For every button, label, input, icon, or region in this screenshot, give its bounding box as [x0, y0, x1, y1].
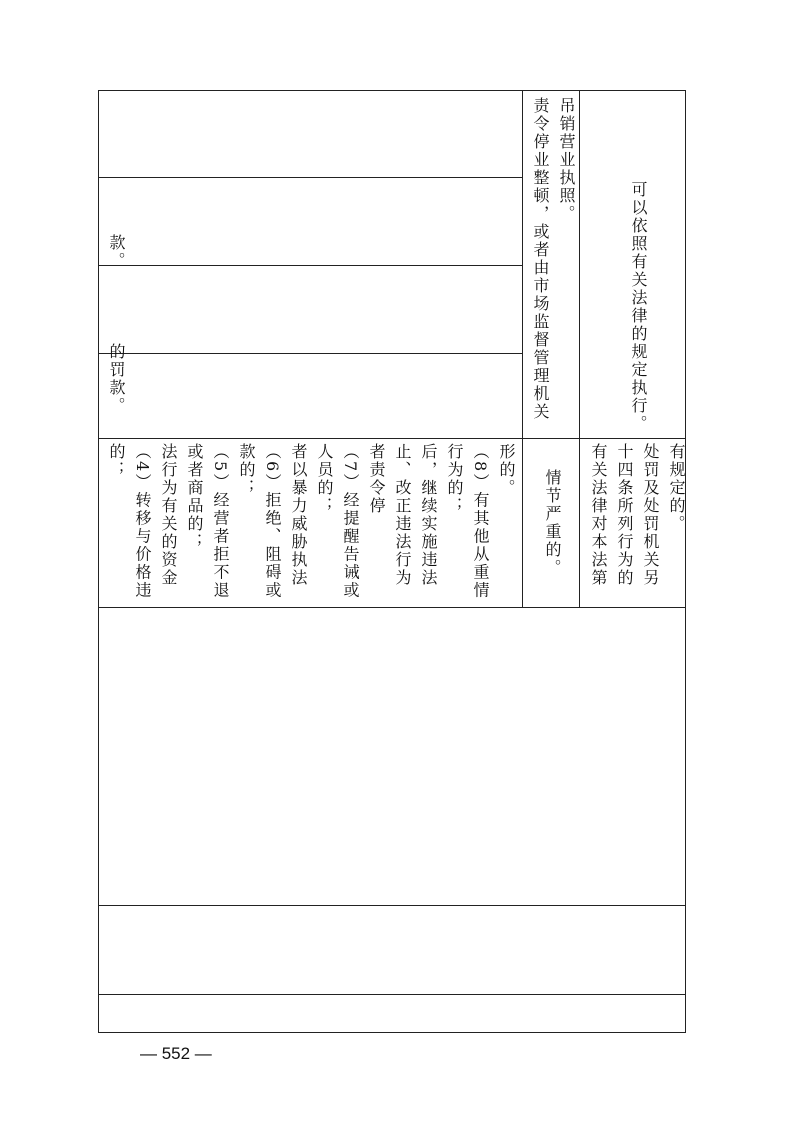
- cell-severe-penalty: 责令停业整顿，或者由市场监督管理机关: [531, 97, 550, 421]
- list-line: 的；: [107, 443, 126, 479]
- cell-severe-penalty-cont: 吊销营业执照。: [557, 97, 576, 223]
- grid-line: [579, 91, 580, 607]
- grid-line: [99, 905, 685, 906]
- regulation-table: [98, 90, 686, 1033]
- list-line: （6）拒绝、阻碍或: [263, 443, 282, 600]
- cell-other-law-condition: 处罚及处罚机关另: [641, 443, 660, 587]
- cell-fine: 的罚款。: [107, 343, 126, 415]
- list-line: （4）转移与价格违: [133, 443, 152, 600]
- grid-line: [99, 265, 522, 266]
- grid-line: [99, 994, 685, 995]
- list-line: （7）经提醒告诫或: [341, 443, 360, 600]
- cell-other-law-condition: 十四条所列行为的: [615, 443, 634, 587]
- grid-line: [99, 353, 522, 354]
- cell-other-law-penalty: 可以依照有关法律的规定执行。: [629, 181, 648, 433]
- cell-severe-condition: 情节严重的。: [543, 469, 562, 577]
- grid-line: [99, 607, 685, 608]
- cell-other-law-condition: 有关法律对本法第: [589, 443, 608, 587]
- grid-line: [99, 438, 685, 439]
- cell-other-law-condition: 有规定的。: [667, 443, 686, 533]
- list-line: 止、改正违法行为: [393, 443, 412, 587]
- list-line: 或者商品的；: [185, 443, 204, 551]
- list-line: 后，继续实施违法: [419, 443, 438, 587]
- list-line: 人员的；: [315, 443, 334, 515]
- list-line: 款的；: [237, 443, 256, 497]
- list-line: 法行为有关的资金: [159, 443, 178, 587]
- list-line: （5）经营者拒不退: [211, 443, 230, 600]
- cell-fine-continuation: 款。: [107, 234, 126, 270]
- list-line: 者以暴力威胁执法: [289, 443, 308, 587]
- grid-line: [99, 177, 522, 178]
- list-line: 形的。: [497, 443, 516, 497]
- page-number: — 552 —: [140, 1044, 212, 1063]
- list-line: 者责令停: [367, 443, 386, 515]
- grid-line: [522, 91, 523, 607]
- list-line: （8）有其他从重情: [471, 443, 490, 600]
- list-line: 行为的；: [445, 443, 464, 515]
